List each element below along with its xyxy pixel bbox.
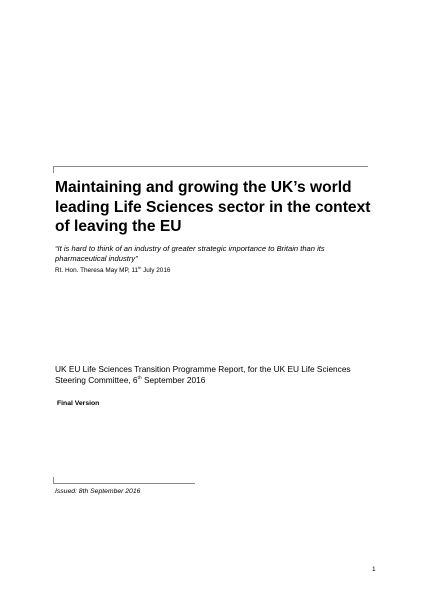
document-title: Maintaining and growing the UK’s world leading Life Sciences sector in the context of leaving the EU [55, 179, 371, 235]
footer-divider [53, 483, 195, 484]
report-suffix: September 2016 [141, 375, 206, 385]
page-number: 1 [372, 566, 376, 573]
footer-divider-tick [53, 477, 54, 483]
report-description [55, 364, 375, 386]
issued-date: Issued: 8th September 2016 [55, 488, 141, 495]
epigraph-quote: “It is hard to think of an industry of greater strategic importance to Britain than its pharmaceutical industry” [55, 244, 325, 263]
quote-attribution [55, 266, 170, 275]
title-divider [53, 166, 368, 167]
title-divider-tick [53, 166, 54, 173]
attribution-suffix: July 2016 [141, 267, 171, 274]
attribution-superscript: th [138, 265, 142, 270]
attribution-prefix: Rt. Hon. Theresa May MP, 11 [55, 267, 139, 274]
report-prefix: UK EU Life Sciences Transition Programme Report, for the UK EU Life Sciences Steering Committee, 6 [55, 364, 351, 385]
report-superscript: th [137, 375, 142, 382]
version-label: Final Version [57, 400, 100, 407]
